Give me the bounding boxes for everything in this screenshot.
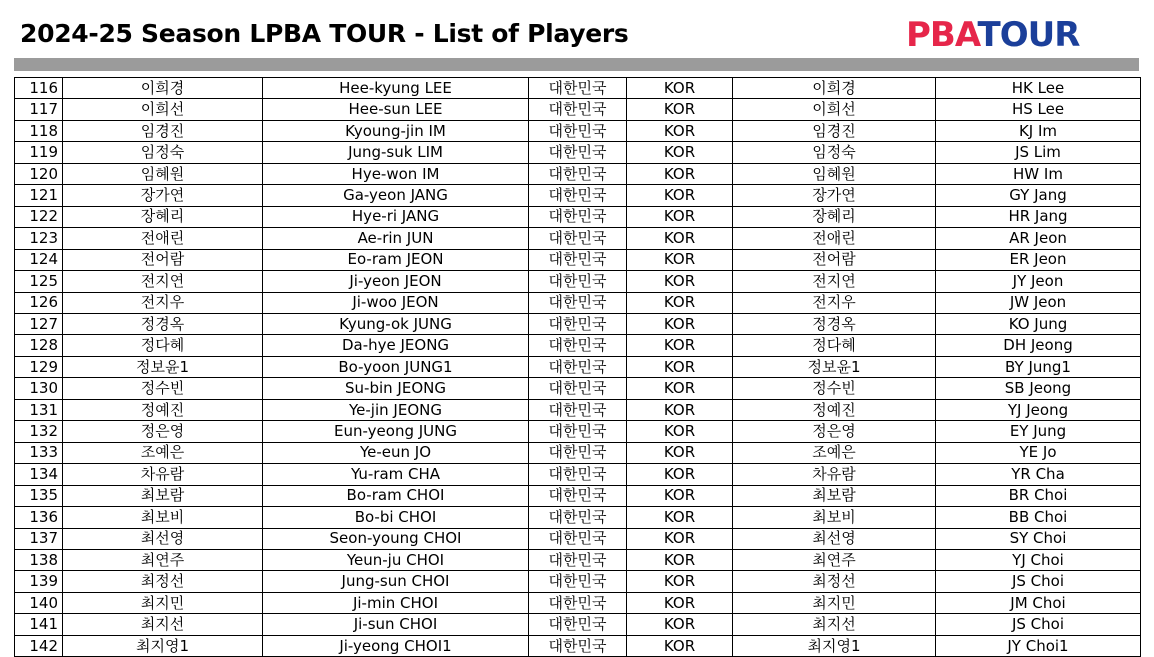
table-row xyxy=(15,78,1141,99)
player-short-name-cell: KO Jung xyxy=(936,313,1141,334)
player-korean-name-alt-cell: 이희선 xyxy=(733,99,936,120)
player-country-code-cell: KOR xyxy=(627,399,733,420)
player-short-name-cell: HR Jang xyxy=(936,206,1141,227)
player-nationality-cell: 대한민국 xyxy=(529,120,627,141)
player-english-name-cell: Bo-ram CHOI xyxy=(263,485,529,506)
player-nationality-cell: 대한민국 xyxy=(529,163,627,184)
player-english-name-cell: Kyoung-jin IM xyxy=(263,120,529,141)
player-korean-name-cell: 정다혜 xyxy=(63,335,263,356)
player-korean-name-alt-cell: 임경진 xyxy=(733,120,936,141)
table-row xyxy=(15,292,1141,313)
table-row xyxy=(15,614,1141,635)
player-nationality-cell: 대한민국 xyxy=(529,485,627,506)
player-korean-name-cell: 전지우 xyxy=(63,292,263,313)
player-english-name-cell: Ji-woo JEON xyxy=(263,292,529,313)
player-country-code-cell: KOR xyxy=(627,549,733,570)
player-nationality-cell: 대한민국 xyxy=(529,507,627,528)
player-country-code-cell: KOR xyxy=(627,507,733,528)
player-short-name-cell: SY Choi xyxy=(936,528,1141,549)
table-row xyxy=(15,185,1141,206)
table-row xyxy=(15,228,1141,249)
player-country-code-cell: KOR xyxy=(627,120,733,141)
player-korean-name-alt-cell: 정은영 xyxy=(733,421,936,442)
player-korean-name-cell: 정수빈 xyxy=(63,378,263,399)
player-country-code-cell: KOR xyxy=(627,249,733,270)
table-row xyxy=(15,399,1141,420)
player-country-code-cell: KOR xyxy=(627,163,733,184)
player-korean-name-alt-cell: 조예은 xyxy=(733,442,936,463)
player-english-name-cell: Yu-ram CHA xyxy=(263,464,529,485)
player-nationality-cell: 대한민국 xyxy=(529,614,627,635)
player-short-name-cell: JS Choi xyxy=(936,571,1141,592)
players-table xyxy=(14,77,1141,657)
player-number-cell: 122 xyxy=(15,206,63,227)
player-short-name-cell: BR Choi xyxy=(936,485,1141,506)
table-row xyxy=(15,206,1141,227)
player-short-name-cell: EY Jung xyxy=(936,421,1141,442)
player-short-name-cell: YJ Choi xyxy=(936,549,1141,570)
player-english-name-cell: Hee-sun LEE xyxy=(263,99,529,120)
player-number-cell: 119 xyxy=(15,142,63,163)
player-korean-name-cell: 전지연 xyxy=(63,271,263,292)
player-short-name-cell: HK Lee xyxy=(936,78,1141,99)
table-row xyxy=(15,356,1141,377)
player-korean-name-cell: 전애린 xyxy=(63,228,263,249)
player-korean-name-cell: 이희경 xyxy=(63,78,263,99)
player-country-code-cell: KOR xyxy=(627,185,733,206)
player-number-cell: 127 xyxy=(15,313,63,334)
player-short-name-cell: BB Choi xyxy=(936,507,1141,528)
table-row xyxy=(15,485,1141,506)
player-country-code-cell: KOR xyxy=(627,78,733,99)
player-nationality-cell: 대한민국 xyxy=(529,78,627,99)
player-korean-name-cell: 장혜리 xyxy=(63,206,263,227)
player-nationality-cell: 대한민국 xyxy=(529,571,627,592)
player-korean-name-cell: 최보비 xyxy=(63,507,263,528)
player-number-cell: 124 xyxy=(15,249,63,270)
player-number-cell: 138 xyxy=(15,549,63,570)
logo-pba-text: PBA xyxy=(906,15,978,55)
player-nationality-cell: 대한민국 xyxy=(529,228,627,249)
player-number-cell: 118 xyxy=(15,120,63,141)
player-korean-name-alt-cell: 최보비 xyxy=(733,507,936,528)
player-korean-name-alt-cell: 정보윤1 xyxy=(733,356,936,377)
player-country-code-cell: KOR xyxy=(627,292,733,313)
players-table-body xyxy=(15,78,1141,657)
table-row xyxy=(15,549,1141,570)
player-nationality-cell: 대한민국 xyxy=(529,549,627,570)
player-number-cell: 136 xyxy=(15,507,63,528)
player-short-name-cell: HS Lee xyxy=(936,99,1141,120)
player-korean-name-alt-cell: 최지선 xyxy=(733,614,936,635)
player-korean-name-alt-cell: 최지민 xyxy=(733,592,936,613)
player-short-name-cell: DH Jeong xyxy=(936,335,1141,356)
table-row xyxy=(15,99,1141,120)
player-nationality-cell: 대한민국 xyxy=(529,464,627,485)
player-number-cell: 137 xyxy=(15,528,63,549)
player-number-cell: 134 xyxy=(15,464,63,485)
player-nationality-cell: 대한민국 xyxy=(529,335,627,356)
player-english-name-cell: Eun-yeong JUNG xyxy=(263,421,529,442)
player-english-name-cell: Ga-yeon JANG xyxy=(263,185,529,206)
player-korean-name-cell: 최정선 xyxy=(63,571,263,592)
player-korean-name-alt-cell: 전애린 xyxy=(733,228,936,249)
player-nationality-cell: 대한민국 xyxy=(529,206,627,227)
player-nationality-cell: 대한민국 xyxy=(529,313,627,334)
table-row xyxy=(15,271,1141,292)
player-number-cell: 123 xyxy=(15,228,63,249)
player-country-code-cell: KOR xyxy=(627,313,733,334)
player-korean-name-alt-cell: 정예진 xyxy=(733,399,936,420)
player-korean-name-alt-cell: 전지연 xyxy=(733,271,936,292)
player-korean-name-alt-cell: 임정숙 xyxy=(733,142,936,163)
player-korean-name-cell: 이희선 xyxy=(63,99,263,120)
player-country-code-cell: KOR xyxy=(627,421,733,442)
player-country-code-cell: KOR xyxy=(627,528,733,549)
player-country-code-cell: KOR xyxy=(627,206,733,227)
player-number-cell: 117 xyxy=(15,99,63,120)
player-korean-name-alt-cell: 전지우 xyxy=(733,292,936,313)
player-number-cell: 126 xyxy=(15,292,63,313)
player-english-name-cell: Jung-sun CHOI xyxy=(263,571,529,592)
player-number-cell: 129 xyxy=(15,356,63,377)
player-number-cell: 125 xyxy=(15,271,63,292)
player-korean-name-cell: 전어람 xyxy=(63,249,263,270)
player-english-name-cell: Hee-kyung LEE xyxy=(263,78,529,99)
player-nationality-cell: 대한민국 xyxy=(529,378,627,399)
player-korean-name-alt-cell: 장가연 xyxy=(733,185,936,206)
player-nationality-cell: 대한민국 xyxy=(529,185,627,206)
player-number-cell: 132 xyxy=(15,421,63,442)
player-number-cell: 120 xyxy=(15,163,63,184)
player-nationality-cell: 대한민국 xyxy=(529,635,627,656)
player-short-name-cell: JS Lim xyxy=(936,142,1141,163)
table-row xyxy=(15,442,1141,463)
player-nationality-cell: 대한민국 xyxy=(529,356,627,377)
player-short-name-cell: JY Jeon xyxy=(936,271,1141,292)
player-nationality-cell: 대한민국 xyxy=(529,249,627,270)
player-country-code-cell: KOR xyxy=(627,614,733,635)
pba-tour-logo xyxy=(906,16,1079,54)
player-korean-name-cell: 정예진 xyxy=(63,399,263,420)
player-short-name-cell: BY Jung1 xyxy=(936,356,1141,377)
player-country-code-cell: KOR xyxy=(627,571,733,592)
player-korean-name-cell: 임정숙 xyxy=(63,142,263,163)
table-row xyxy=(15,335,1141,356)
player-short-name-cell: ER Jeon xyxy=(936,249,1141,270)
player-english-name-cell: Jung-suk LIM xyxy=(263,142,529,163)
player-country-code-cell: KOR xyxy=(627,464,733,485)
table-row xyxy=(15,378,1141,399)
player-nationality-cell: 대한민국 xyxy=(529,399,627,420)
player-korean-name-alt-cell: 최보람 xyxy=(733,485,936,506)
player-short-name-cell: JY Choi1 xyxy=(936,635,1141,656)
player-country-code-cell: KOR xyxy=(627,335,733,356)
player-korean-name-alt-cell: 장혜리 xyxy=(733,206,936,227)
player-english-name-cell: Seon-young CHOI xyxy=(263,528,529,549)
page-title: 2024-25 Season LPBA TOUR - List of Players xyxy=(20,19,629,48)
player-short-name-cell: JM Choi xyxy=(936,592,1141,613)
table-row xyxy=(15,313,1141,334)
player-korean-name-alt-cell: 최정선 xyxy=(733,571,936,592)
player-nationality-cell: 대한민국 xyxy=(529,592,627,613)
player-number-cell: 140 xyxy=(15,592,63,613)
player-korean-name-cell: 정은영 xyxy=(63,421,263,442)
player-short-name-cell: AR Jeon xyxy=(936,228,1141,249)
header-divider-bar xyxy=(14,58,1139,71)
player-nationality-cell: 대한민국 xyxy=(529,142,627,163)
player-short-name-cell: YR Cha xyxy=(936,464,1141,485)
player-korean-name-alt-cell: 최선영 xyxy=(733,528,936,549)
player-country-code-cell: KOR xyxy=(627,228,733,249)
player-country-code-cell: KOR xyxy=(627,142,733,163)
player-korean-name-alt-cell: 임혜원 xyxy=(733,163,936,184)
player-korean-name-cell: 차유람 xyxy=(63,464,263,485)
player-country-code-cell: KOR xyxy=(627,99,733,120)
player-korean-name-cell: 정보윤1 xyxy=(63,356,263,377)
player-country-code-cell: KOR xyxy=(627,442,733,463)
table-row xyxy=(15,120,1141,141)
player-country-code-cell: KOR xyxy=(627,635,733,656)
player-nationality-cell: 대한민국 xyxy=(529,99,627,120)
table-row xyxy=(15,464,1141,485)
player-korean-name-cell: 임경진 xyxy=(63,120,263,141)
player-nationality-cell: 대한민국 xyxy=(529,292,627,313)
player-short-name-cell: HW Im xyxy=(936,163,1141,184)
player-country-code-cell: KOR xyxy=(627,378,733,399)
player-korean-name-alt-cell: 정다혜 xyxy=(733,335,936,356)
player-english-name-cell: Eo-ram JEON xyxy=(263,249,529,270)
player-korean-name-cell: 최지영1 xyxy=(63,635,263,656)
player-english-name-cell: Kyung-ok JUNG xyxy=(263,313,529,334)
player-english-name-cell: Ji-sun CHOI xyxy=(263,614,529,635)
player-english-name-cell: Bo-yoon JUNG1 xyxy=(263,356,529,377)
player-short-name-cell: JW Jeon xyxy=(936,292,1141,313)
table-row xyxy=(15,507,1141,528)
player-number-cell: 139 xyxy=(15,571,63,592)
table-row xyxy=(15,249,1141,270)
player-english-name-cell: Hye-won IM xyxy=(263,163,529,184)
player-short-name-cell: YE Jo xyxy=(936,442,1141,463)
player-korean-name-cell: 최지민 xyxy=(63,592,263,613)
player-korean-name-cell: 최보람 xyxy=(63,485,263,506)
player-english-name-cell: Ye-eun JO xyxy=(263,442,529,463)
table-row xyxy=(15,592,1141,613)
player-number-cell: 133 xyxy=(15,442,63,463)
player-number-cell: 128 xyxy=(15,335,63,356)
player-number-cell: 116 xyxy=(15,78,63,99)
player-english-name-cell: Hye-ri JANG xyxy=(263,206,529,227)
player-number-cell: 142 xyxy=(15,635,63,656)
table-row xyxy=(15,571,1141,592)
player-short-name-cell: YJ Jeong xyxy=(936,399,1141,420)
player-korean-name-cell: 정경옥 xyxy=(63,313,263,334)
player-country-code-cell: KOR xyxy=(627,592,733,613)
player-korean-name-cell: 장가연 xyxy=(63,185,263,206)
player-korean-name-cell: 최선영 xyxy=(63,528,263,549)
player-short-name-cell: GY Jang xyxy=(936,185,1141,206)
player-number-cell: 141 xyxy=(15,614,63,635)
player-english-name-cell: Ji-yeong CHOI1 xyxy=(263,635,529,656)
logo-tour-text: TOUR xyxy=(977,15,1080,55)
page-header xyxy=(0,0,1154,58)
player-korean-name-cell: 조예은 xyxy=(63,442,263,463)
player-short-name-cell: JS Choi xyxy=(936,614,1141,635)
player-english-name-cell: Bo-bi CHOI xyxy=(263,507,529,528)
player-nationality-cell: 대한민국 xyxy=(529,442,627,463)
table-row xyxy=(15,142,1141,163)
players-table-container xyxy=(14,77,1140,657)
player-nationality-cell: 대한민국 xyxy=(529,528,627,549)
player-english-name-cell: Ae-rin JUN xyxy=(263,228,529,249)
player-english-name-cell: Ye-jin JEONG xyxy=(263,399,529,420)
player-korean-name-alt-cell: 정경옥 xyxy=(733,313,936,334)
player-korean-name-alt-cell: 전어람 xyxy=(733,249,936,270)
player-korean-name-alt-cell: 정수빈 xyxy=(733,378,936,399)
player-country-code-cell: KOR xyxy=(627,356,733,377)
player-country-code-cell: KOR xyxy=(627,485,733,506)
player-number-cell: 131 xyxy=(15,399,63,420)
table-row xyxy=(15,528,1141,549)
player-korean-name-cell: 최지선 xyxy=(63,614,263,635)
player-english-name-cell: Su-bin JEONG xyxy=(263,378,529,399)
player-korean-name-alt-cell: 이희경 xyxy=(733,78,936,99)
player-english-name-cell: Da-hye JEONG xyxy=(263,335,529,356)
player-korean-name-alt-cell: 차유람 xyxy=(733,464,936,485)
player-short-name-cell: SB Jeong xyxy=(936,378,1141,399)
player-number-cell: 130 xyxy=(15,378,63,399)
player-nationality-cell: 대한민국 xyxy=(529,421,627,442)
player-number-cell: 135 xyxy=(15,485,63,506)
player-number-cell: 121 xyxy=(15,185,63,206)
player-english-name-cell: Ji-min CHOI xyxy=(263,592,529,613)
player-korean-name-alt-cell: 최지영1 xyxy=(733,635,936,656)
table-row xyxy=(15,421,1141,442)
player-nationality-cell: 대한민국 xyxy=(529,271,627,292)
player-korean-name-alt-cell: 최연주 xyxy=(733,549,936,570)
player-korean-name-cell: 임혜원 xyxy=(63,163,263,184)
player-country-code-cell: KOR xyxy=(627,271,733,292)
player-english-name-cell: Ji-yeon JEON xyxy=(263,271,529,292)
player-short-name-cell: KJ Im xyxy=(936,120,1141,141)
player-korean-name-cell: 최연주 xyxy=(63,549,263,570)
player-english-name-cell: Yeun-ju CHOI xyxy=(263,549,529,570)
table-row xyxy=(15,635,1141,656)
table-row xyxy=(15,163,1141,184)
